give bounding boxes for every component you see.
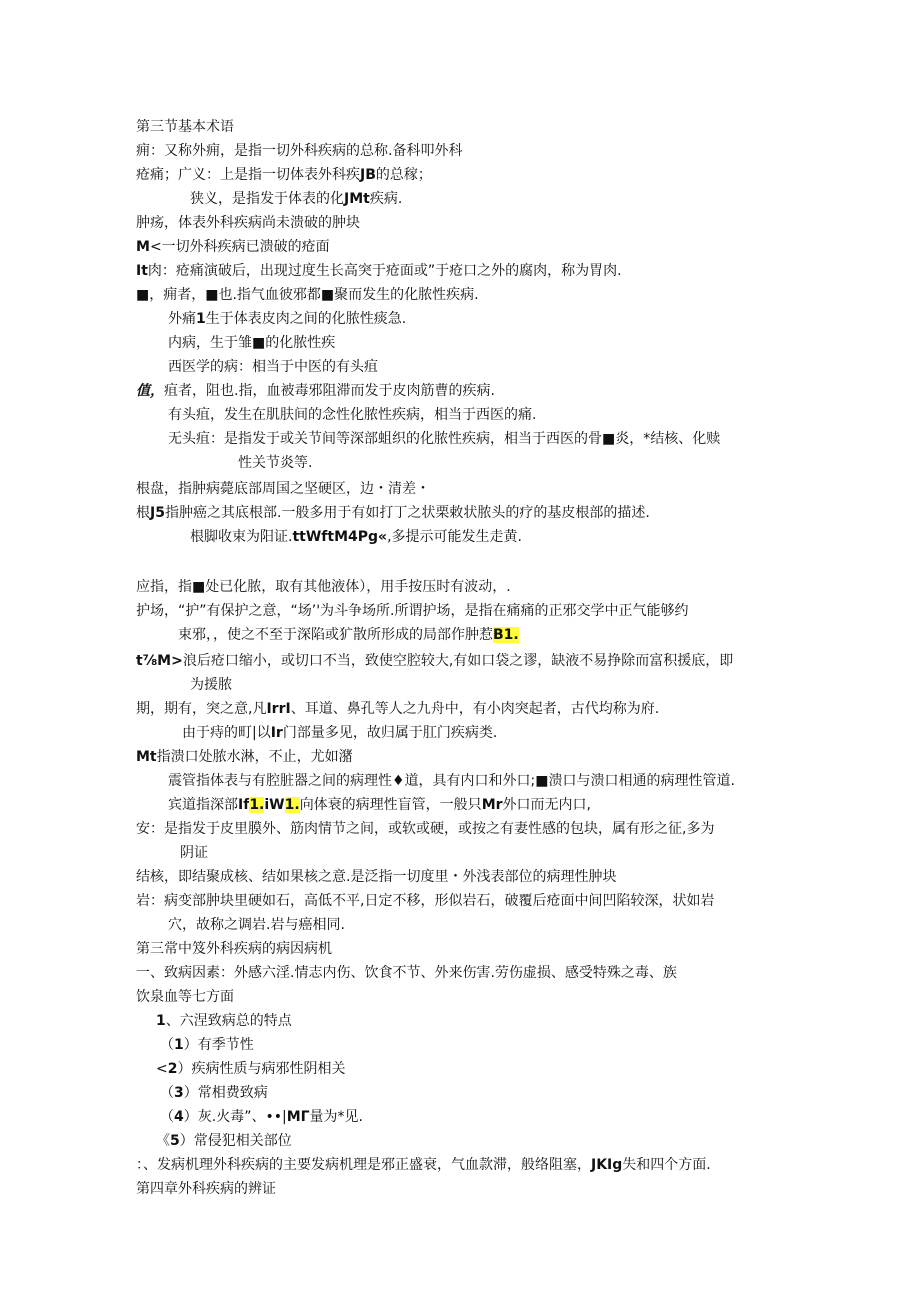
term-line — [168, 334, 828, 352]
term-line — [136, 382, 796, 400]
text: ,多提示可能发生走黄. — [387, 529, 522, 545]
text: （ — [160, 1037, 174, 1053]
list-item — [156, 1060, 816, 1078]
term-line — [136, 142, 796, 160]
text: 宾道指深部 — [168, 797, 238, 813]
list-item — [156, 1132, 816, 1150]
text: 根 — [136, 505, 150, 521]
text: 浪后疮口缩小，或切口不当，致使空腔较大,有如口袋之谬，缺液不易挣除而富积援底，即 — [182, 653, 734, 669]
text: JMt — [344, 191, 370, 207]
text: J5 — [150, 505, 165, 521]
term-line — [136, 700, 796, 718]
text: 震管指体表与有腔脏器之间的病理性♦道，具有内口和外口;■溃口与溃口相通的病理性管道. — [168, 773, 735, 789]
text: （ — [160, 1085, 174, 1101]
heading-text: 第三节基本术语 — [136, 119, 234, 135]
text: 由于痔的町|以 — [182, 725, 271, 741]
text: 有头疽，发生在肌肤间的念性化脓性疾病，相当于西医的痛. — [168, 407, 537, 423]
term-line — [136, 480, 796, 498]
text: JB — [360, 167, 376, 183]
term-line — [136, 238, 796, 256]
text: 1. — [284, 797, 300, 813]
list-item — [160, 1036, 820, 1054]
text: 西医学的病：相当于中医的有头疽 — [168, 359, 378, 375]
text: 疽者，阻也.指，血被毒邪阻滞而发于皮肉筋曹的疾病. — [164, 383, 495, 399]
text: 肿疡，体表外科疾病尚未溃破的肿块 — [136, 215, 360, 231]
term-line — [136, 262, 796, 280]
term-line — [182, 724, 842, 742]
text: 、耳道、鼻孔等人之九舟中，有小肉突起者，古代均称为府. — [290, 701, 660, 717]
text: 外痛 — [168, 311, 196, 327]
term-line — [168, 310, 828, 328]
text: ）常侵犯相关部位 — [179, 1133, 292, 1149]
text: M — [136, 239, 150, 255]
term-line — [136, 504, 796, 522]
term-line — [136, 868, 796, 886]
text: 疾病. — [369, 191, 403, 207]
text: 安：是指发于皮里膜外、筋肉情节之间，或软或硬，或按之有妻性感的包块，属有形之征,多为 — [136, 821, 715, 837]
text: 根脚收束为阳证. — [190, 529, 293, 545]
text: 狭义，是指发于体表的化 — [190, 191, 344, 207]
text: Ir — [270, 725, 283, 741]
text: 失和四个方面. — [622, 1157, 711, 1173]
text: 1. — [249, 797, 265, 813]
text: ）常相费致病 — [183, 1085, 268, 1101]
heading-text: 第四章外科疾病的辨证 — [136, 1181, 276, 1197]
term-line — [136, 214, 796, 232]
text: 护场，“护”有保护之意，“场’'为斗争场所.所谓护场，是指在痛痛的正邪交学中正气能够约 — [136, 603, 689, 619]
term-line — [168, 358, 828, 376]
term-line — [178, 626, 838, 644]
text: 的总稼； — [375, 167, 432, 183]
text: 量为*见. — [309, 1109, 363, 1125]
text: ）疾病性质与病邪性阴相关 — [177, 1061, 346, 1077]
list-item — [160, 1084, 820, 1102]
text: 阴证 — [180, 845, 208, 861]
text: 为援脓 — [190, 677, 232, 693]
text: ）有季节性 — [183, 1037, 254, 1053]
text: 一、致病因素：外感六淫.情志内伤、饮食不节、外来伤害.劳伤虚损、感受特殊之毒、族 — [136, 965, 677, 981]
text: 无头疽：是指发于或关节间等深部蛆织的化脓性疾病，相当于西医的骨■炎，*结核、化赎 — [168, 431, 721, 447]
text: 生于体表皮肉之间的化脓性痰急. — [205, 311, 407, 327]
text: 1 — [156, 1013, 166, 1029]
term-line — [190, 676, 850, 694]
term-line — [136, 1156, 796, 1174]
text: （ — [160, 1109, 174, 1125]
term-line — [168, 430, 828, 448]
list-item — [160, 1108, 820, 1126]
text: 指肿癌之其底根部.一般多用于有如打丁之状栗敕状脓头的疗的基皮根部的描述. — [164, 505, 650, 521]
text: 结核，即结聚成核、结如果核之意.是泛指一切度里・外浅表部位的病理性肿块 — [136, 869, 617, 885]
text: 5 — [170, 1133, 180, 1149]
section-heading-differentiation — [136, 1180, 796, 1198]
text: 内病，生于雏■的化脓性疾 — [168, 335, 336, 351]
text: ttWftM4Pg« — [292, 529, 388, 545]
term-line — [136, 964, 796, 982]
text: 门部量多见，故归属于肛门疾病类. — [282, 725, 498, 741]
text: 1 — [196, 311, 206, 327]
section-heading-etiology — [136, 940, 796, 958]
text: It — [136, 263, 148, 279]
text: I — [285, 701, 291, 717]
text: 应指，指■处已化脓，取有其他液体），用手按压时有波动，. — [136, 579, 511, 595]
text: 穴，故称之调岩.岩与癌相同. — [168, 917, 345, 933]
text: t⅞M> — [136, 653, 183, 669]
text: 2 — [167, 1061, 178, 1077]
text: JKIg — [591, 1157, 623, 1173]
text: 外口而无内口, — [502, 797, 591, 813]
text: 期，期有，突之意,凡 — [136, 701, 267, 717]
text: 岩：病变部肿块里硬如石，高低不平,日定不移，形似岩石，破覆后疮面中间凹陷较深，状如岩 — [136, 893, 715, 909]
term-line — [168, 796, 828, 814]
text: ）灰.火毒”、••| — [183, 1109, 287, 1125]
term-line — [168, 772, 828, 790]
text: 性关节炎等. — [238, 455, 313, 471]
term-line — [190, 190, 850, 208]
text: Mr — [481, 797, 503, 813]
text: 饮泉血等七方面 — [136, 989, 234, 1005]
term-line — [190, 528, 850, 546]
text: 3 — [174, 1085, 184, 1101]
text: 指溃口处脓水淋，不止，尤如潴 — [156, 749, 353, 765]
term-line — [180, 844, 840, 862]
term-line — [136, 286, 796, 304]
term-line — [136, 578, 796, 596]
text: Irr — [266, 701, 286, 717]
term-line — [136, 748, 796, 766]
term-line — [136, 166, 796, 184]
text: 束邪，，使之不至于深陷或犷散所形成的局部作肿惹 — [178, 627, 493, 643]
text: 值， — [136, 383, 164, 399]
text: 疮痛；广义：上是指一切体表外科疾 — [136, 167, 360, 183]
text: Mt — [136, 749, 157, 765]
list-item — [156, 1012, 816, 1030]
text: 根盘，指肿病薨底部周国之坚硬区，边・清差・ — [136, 481, 430, 497]
term-line — [136, 988, 796, 1006]
text: iW — [264, 797, 285, 813]
text: 、六涅致病总的特点 — [165, 1013, 292, 1029]
text: If — [238, 797, 250, 813]
text: 肉：疮痛演破后，出现过度生长高突于疮面或”于疮口之外的腐肉，称为胃肉. — [147, 263, 622, 279]
text: 《 — [156, 1133, 170, 1149]
term-line — [136, 652, 796, 670]
term-line — [136, 602, 796, 620]
term-line — [168, 406, 828, 424]
text: 1 — [174, 1037, 184, 1053]
text: < — [156, 1061, 168, 1077]
text: ■，痈者，■也.指气血彼邪都■聚而发生的化脓性疾病. — [136, 287, 479, 303]
term-line — [136, 892, 796, 910]
text: 痈：又称外痈，是指一切外科疾病的总称.备科叩外科 — [136, 143, 463, 159]
text: MΓ — [286, 1109, 310, 1125]
text: 向体衰的病理性盲管，一般只 — [299, 797, 482, 813]
term-line — [238, 454, 898, 472]
term-line — [136, 820, 796, 838]
term-line — [168, 916, 828, 934]
section-heading-basic-terms — [136, 118, 796, 136]
heading-text: 第三常中笈外科疾病的病因病机 — [136, 941, 332, 957]
text: B1. — [493, 627, 519, 643]
text: <一切外科疾病已溃破的疮面 — [149, 239, 330, 255]
text: ：、发病机理外科疾病的主要发病机理是邪正盛衰，气血款滞，般络阻塞， — [136, 1157, 591, 1173]
text: 4 — [174, 1109, 184, 1125]
